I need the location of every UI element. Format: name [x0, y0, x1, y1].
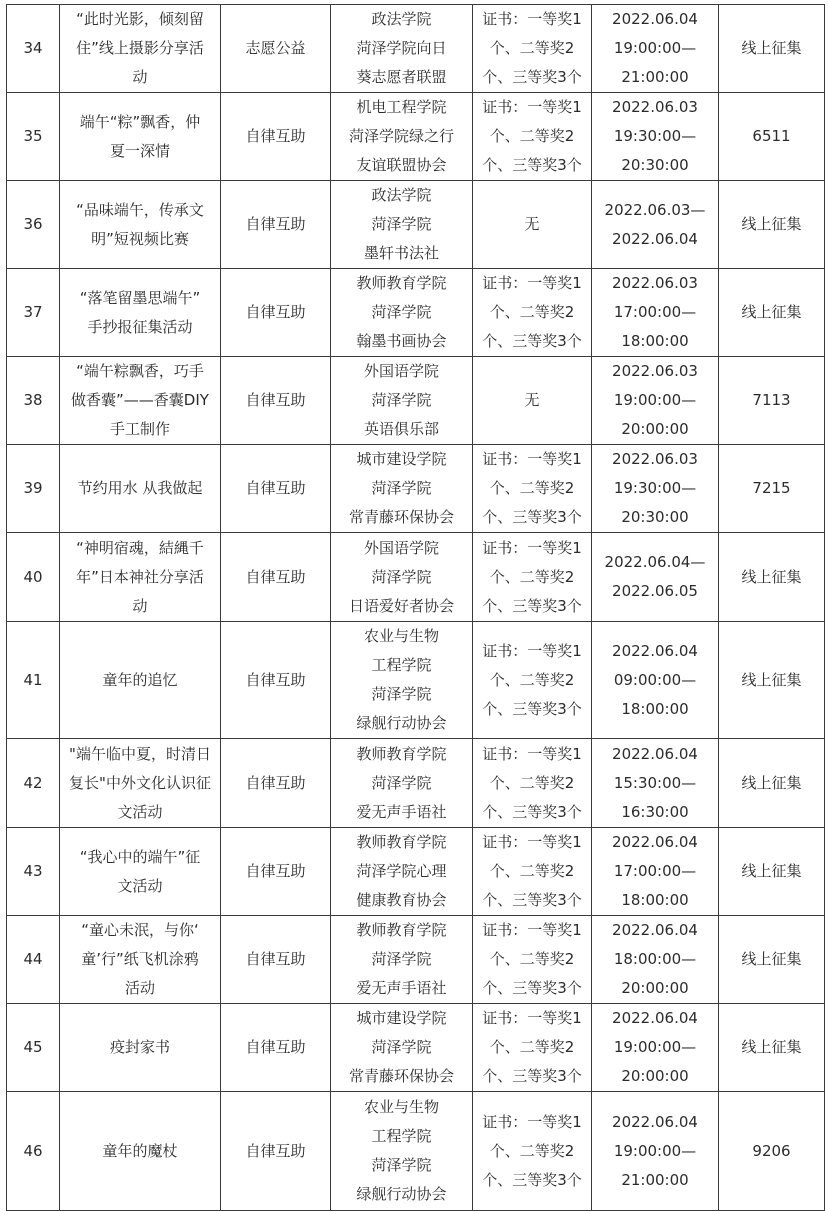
- cell-organizer: [331, 622, 473, 739]
- cell-activity-name: [60, 445, 221, 533]
- cell-time: [592, 93, 719, 181]
- time-line: 18:00:00: [621, 891, 689, 909]
- organizer-line: 政法学院: [371, 186, 432, 204]
- cell-activity-name: [60, 181, 221, 269]
- name-line: “童心未泯，与你‘: [81, 921, 199, 939]
- cell-time: [592, 357, 719, 445]
- cell-category: [221, 1004, 331, 1092]
- cell-number: [7, 1092, 60, 1211]
- time-line: 2022.06.04: [612, 1009, 698, 1027]
- time-line: 2022.06.04: [612, 10, 698, 28]
- name-line: 住”线上摄影分享活: [76, 39, 204, 57]
- cell-time: [592, 533, 719, 622]
- cell-number: [7, 739, 60, 828]
- time-line: 2022.06.04: [612, 229, 698, 248]
- organizer-line: 教师教育学院: [356, 833, 447, 851]
- cell-location: [719, 533, 825, 622]
- cell-activity-name: [60, 357, 221, 445]
- cell-number: [7, 1004, 60, 1092]
- cell-number: [7, 181, 60, 269]
- activity-category: 自律互助: [245, 127, 306, 145]
- award-line: 个、二等奖2: [489, 1038, 575, 1056]
- time-line: 18:00:00: [621, 699, 689, 718]
- organizer-line: 墨轩书法社: [363, 244, 439, 262]
- activity-category: 自律互助: [245, 670, 306, 689]
- activity-location: 线上征集: [741, 950, 802, 968]
- organizer-line: 菏泽学院向日: [356, 39, 447, 57]
- award-line: 个、三等奖3个: [482, 596, 582, 615]
- time-line: 2022.06.05: [612, 582, 698, 600]
- organizer-line: 农业与生物: [363, 627, 439, 645]
- name-line: 文活动: [117, 876, 163, 895]
- cell-location: [719, 445, 825, 533]
- table-row: [7, 5, 825, 93]
- cell-time: [592, 181, 719, 269]
- cell-award: [473, 1092, 592, 1211]
- activity-location: 6511: [752, 127, 791, 145]
- cell-category: [221, 93, 331, 181]
- award-line: 个、二等奖2: [489, 950, 575, 968]
- time-line: 20:00:00: [621, 420, 689, 438]
- cell-category: [221, 269, 331, 357]
- table-row: [7, 445, 825, 533]
- name-line: 复长"中外文化认识征: [69, 773, 211, 792]
- cell-activity-name: [60, 828, 221, 916]
- cell-number: [7, 445, 60, 533]
- organizer-line: 绿舰行动协会: [356, 1185, 447, 1203]
- organizer-line: 菏泽学院: [371, 685, 432, 703]
- organizer-line: 城市建设学院: [356, 1009, 447, 1027]
- time-line: 2022.06.03: [612, 98, 698, 116]
- cell-number: [7, 357, 60, 445]
- award-line: 个、三等奖3个: [482, 1067, 582, 1085]
- organizer-line: 菏泽学院绿之行: [348, 127, 454, 145]
- organizer-line: 城市建设学院: [356, 450, 447, 468]
- cell-time: [592, 1092, 719, 1211]
- cell-location: [719, 622, 825, 739]
- organizer-line: 外国语学院: [363, 362, 439, 380]
- organizer-line: 绿舰行动协会: [356, 714, 447, 732]
- award-line: 个、二等奖2: [489, 567, 575, 586]
- organizer-line: 健康教育协会: [356, 891, 447, 909]
- activity-category: 自律互助: [245, 1038, 306, 1056]
- name-line: 动: [132, 68, 148, 86]
- time-line: 2022.06.03: [612, 362, 698, 380]
- time-line: 19:00:00—: [613, 1141, 697, 1160]
- name-line: “我心中的端午”征: [79, 847, 201, 866]
- cell-category: [221, 533, 331, 622]
- organizer-line: 菏泽学院心理: [356, 862, 447, 880]
- organizer-line: 菏泽学院: [371, 567, 432, 586]
- cell-organizer: [331, 916, 473, 1004]
- activity-category: 自律互助: [245, 773, 306, 792]
- table-row: [7, 1004, 825, 1092]
- activity-location: 7113: [752, 391, 791, 409]
- time-line: 2022.06.04: [612, 641, 698, 660]
- award-line: 个、三等奖3个: [482, 1170, 582, 1189]
- activity-location: 线上征集: [741, 303, 802, 321]
- cell-time: [592, 1004, 719, 1092]
- organizer-line: 机电工程学院: [356, 98, 447, 116]
- time-line: 17:00:00—: [613, 862, 697, 880]
- activity-location: 线上征集: [741, 39, 802, 57]
- cell-number: [7, 5, 60, 93]
- table-row: [7, 93, 825, 181]
- organizer-line: 菏泽学院: [371, 950, 432, 968]
- award-line: 证书：一等奖1: [482, 274, 582, 292]
- cell-time: [592, 739, 719, 828]
- award-line: 个、二等奖2: [489, 773, 575, 792]
- award-line: 个、二等奖2: [489, 1141, 575, 1160]
- cell-organizer: [331, 1004, 473, 1092]
- cell-award: [473, 622, 592, 739]
- cell-category: [221, 181, 331, 269]
- cell-category: [221, 828, 331, 916]
- award-line: 个、二等奖2: [489, 479, 575, 497]
- cell-category: [221, 916, 331, 1004]
- table-row: [7, 622, 825, 739]
- award-line: 证书：一等奖1: [482, 450, 582, 468]
- activity-location: 线上征集: [741, 567, 802, 586]
- cell-time: [592, 445, 719, 533]
- cell-activity-name: [60, 1004, 221, 1092]
- cell-organizer: [331, 828, 473, 916]
- time-line: 17:00:00—: [613, 303, 697, 321]
- cell-time: [592, 5, 719, 93]
- cell-time: [592, 916, 719, 1004]
- cell-category: [221, 5, 331, 93]
- cell-category: [221, 739, 331, 828]
- cell-organizer: [331, 1092, 473, 1211]
- time-line: 20:00:00: [621, 1067, 689, 1085]
- activity-category: 自律互助: [245, 567, 306, 586]
- organizer-line: 农业与生物: [363, 1098, 439, 1116]
- cell-activity-name: [60, 5, 221, 93]
- cell-location: [719, 916, 825, 1004]
- organizer-line: 葵志愿者联盟: [356, 68, 447, 86]
- time-line: 2022.06.04: [612, 744, 698, 763]
- cell-time: [592, 828, 719, 916]
- activity-location: 9206: [752, 1141, 791, 1160]
- time-line: 20:30:00: [621, 156, 689, 174]
- activity-number: 42: [23, 773, 43, 792]
- award-line: 无: [524, 215, 540, 233]
- activity-location: 线上征集: [741, 773, 802, 792]
- cell-award: [473, 828, 592, 916]
- organizer-line: 菏泽学院: [371, 1038, 432, 1056]
- name-line: 夏一深情: [109, 141, 170, 160]
- organizer-line: 工程学院: [371, 656, 432, 674]
- name-line: 年”日本神社分享活: [76, 567, 204, 586]
- name-line: 疫封家书: [109, 1038, 170, 1056]
- time-line: 2022.06.04: [612, 833, 698, 851]
- award-line: 证书：一等奖1: [482, 641, 582, 660]
- organizer-line: 常青藤环保协会: [348, 508, 454, 526]
- activity-category: 自律互助: [245, 303, 306, 321]
- award-line: 证书：一等奖1: [482, 538, 582, 557]
- organizer-line: 菏泽学院: [371, 215, 432, 233]
- table-row: [7, 357, 825, 445]
- cell-award: [473, 1004, 592, 1092]
- name-line: 端午“粽”飘香，仲: [79, 112, 201, 131]
- organizer-line: 英语俱乐部: [363, 420, 439, 438]
- cell-number: [7, 916, 60, 1004]
- activity-number: 40: [23, 567, 43, 586]
- activity-table: [6, 4, 825, 1211]
- activity-category: 自律互助: [245, 1141, 306, 1160]
- cell-location: [719, 181, 825, 269]
- organizer-line: 日语爱好者协会: [348, 596, 454, 615]
- cell-organizer: [331, 739, 473, 828]
- award-line: 个、三等奖3个: [482, 979, 582, 997]
- time-line: 09:00:00—: [613, 670, 697, 689]
- activity-table-body: [7, 5, 825, 1211]
- cell-location: [719, 828, 825, 916]
- time-line: 2022.06.04: [612, 1112, 698, 1131]
- cell-organizer: [331, 5, 473, 93]
- award-line: 个、三等奖3个: [482, 699, 582, 718]
- award-line: 证书：一等奖1: [482, 1112, 582, 1131]
- cell-activity-name: [60, 1092, 221, 1211]
- award-line: 个、三等奖3个: [482, 332, 582, 350]
- organizer-line: 教师教育学院: [356, 744, 447, 763]
- table-row: [7, 1092, 825, 1211]
- time-line: 18:00:00: [621, 332, 689, 350]
- award-line: 证书：一等奖1: [482, 98, 582, 116]
- organizer-line: 菏泽学院: [371, 303, 432, 321]
- activity-number: 44: [23, 950, 43, 968]
- time-line: 2022.06.04—: [604, 553, 706, 571]
- activity-table-page: [6, 4, 825, 1211]
- award-line: 个、三等奖3个: [482, 156, 582, 174]
- activity-location: 线上征集: [741, 215, 802, 233]
- award-line: 个、三等奖3个: [482, 508, 582, 526]
- time-line: 18:00:00—: [613, 950, 697, 968]
- time-line: 19:00:00—: [613, 39, 697, 57]
- organizer-line: 教师教育学院: [356, 921, 447, 939]
- cell-category: [221, 445, 331, 533]
- activity-number: 36: [23, 215, 43, 233]
- time-line: 19:00:00—: [613, 1038, 697, 1056]
- name-line: 明”短视频比赛: [91, 229, 189, 248]
- cell-number: [7, 93, 60, 181]
- cell-award: [473, 269, 592, 357]
- time-line: 2022.06.04: [612, 921, 698, 939]
- time-line: 16:30:00: [621, 802, 689, 821]
- award-line: 证书：一等奖1: [482, 10, 582, 28]
- name-line: 动: [132, 596, 148, 615]
- activity-number: 45: [23, 1038, 43, 1056]
- activity-category: 志愿公益: [245, 39, 306, 57]
- time-line: 20:00:00: [621, 979, 689, 997]
- cell-location: [719, 93, 825, 181]
- activity-number: 43: [23, 862, 43, 880]
- name-line: 活动: [124, 979, 155, 997]
- cell-location: [719, 5, 825, 93]
- award-line: 证书：一等奖1: [482, 1009, 582, 1027]
- cell-organizer: [331, 445, 473, 533]
- time-line: 21:00:00: [621, 1170, 689, 1189]
- name-line: “落笔留墨思端午”: [79, 288, 201, 307]
- award-line: 证书：一等奖1: [482, 833, 582, 851]
- name-line: 童年的魔杖: [102, 1141, 178, 1160]
- cell-organizer: [331, 357, 473, 445]
- award-line: 个、二等奖2: [489, 303, 575, 321]
- activity-number: 37: [23, 303, 43, 321]
- activity-location: 线上征集: [741, 862, 802, 880]
- activity-number: 35: [23, 127, 43, 145]
- time-line: 19:30:00—: [613, 479, 697, 497]
- activity-category: 自律互助: [245, 950, 306, 968]
- cell-award: [473, 445, 592, 533]
- organizer-line: 菏泽学院: [371, 391, 432, 409]
- organizer-line: 菏泽学院: [371, 479, 432, 497]
- cell-award: [473, 739, 592, 828]
- cell-award: [473, 533, 592, 622]
- table-row: [7, 828, 825, 916]
- cell-time: [592, 622, 719, 739]
- cell-activity-name: [60, 739, 221, 828]
- organizer-line: 翰墨书画协会: [356, 332, 447, 350]
- cell-number: [7, 828, 60, 916]
- name-line: 做香囊”——香囊DIY: [71, 391, 209, 409]
- cell-location: [719, 1004, 825, 1092]
- organizer-line: 爱无声手语社: [356, 979, 447, 997]
- name-line: "端午临中夏，时清日: [69, 744, 211, 763]
- time-line: 19:00:00—: [613, 391, 697, 409]
- award-line: 个、二等奖2: [489, 670, 575, 689]
- cell-activity-name: [60, 533, 221, 622]
- activity-number: 39: [23, 479, 43, 497]
- activity-number: 34: [23, 39, 43, 57]
- name-line: 童年的追忆: [102, 670, 178, 689]
- award-line: 个、三等奖3个: [482, 891, 582, 909]
- cell-activity-name: [60, 622, 221, 739]
- activity-number: 46: [23, 1141, 43, 1160]
- time-line: 2022.06.03—: [604, 200, 706, 219]
- cell-organizer: [331, 93, 473, 181]
- cell-location: [719, 739, 825, 828]
- cell-number: [7, 622, 60, 739]
- cell-activity-name: [60, 916, 221, 1004]
- activity-category: 自律互助: [245, 391, 306, 409]
- organizer-line: 常青藤环保协会: [348, 1067, 454, 1085]
- time-line: 2022.06.03: [612, 450, 698, 468]
- name-line: “品味端午，传承文: [76, 200, 204, 219]
- cell-activity-name: [60, 93, 221, 181]
- organizer-line: 友谊联盟协会: [356, 156, 447, 174]
- cell-award: [473, 357, 592, 445]
- cell-award: [473, 93, 592, 181]
- activity-category: 自律互助: [245, 862, 306, 880]
- cell-organizer: [331, 269, 473, 357]
- time-line: 2022.06.03: [612, 274, 698, 292]
- cell-award: [473, 916, 592, 1004]
- cell-category: [221, 1092, 331, 1211]
- award-line: 无: [524, 391, 540, 409]
- organizer-line: 政法学院: [371, 10, 432, 28]
- activity-location: 线上征集: [741, 670, 802, 689]
- activity-number: 38: [23, 391, 43, 409]
- award-line: 个、二等奖2: [489, 127, 575, 145]
- cell-award: [473, 5, 592, 93]
- name-line: “端午粽飘香，巧手: [76, 362, 204, 380]
- cell-organizer: [331, 181, 473, 269]
- table-row: [7, 739, 825, 828]
- time-line: 19:30:00—: [613, 127, 697, 145]
- name-line: 文活动: [117, 802, 163, 821]
- cell-activity-name: [60, 269, 221, 357]
- activity-category: 自律互助: [245, 215, 306, 233]
- cell-location: [719, 1092, 825, 1211]
- time-line: 15:30:00—: [613, 773, 697, 792]
- award-line: 个、三等奖3个: [482, 68, 582, 86]
- time-line: 20:30:00: [621, 508, 689, 526]
- cell-category: [221, 357, 331, 445]
- organizer-line: 菏泽学院: [371, 773, 432, 792]
- name-line: 手工制作: [109, 420, 170, 438]
- organizer-line: 教师教育学院: [356, 274, 447, 292]
- award-line: 个、三等奖3个: [482, 802, 582, 821]
- activity-location: 线上征集: [741, 1038, 802, 1056]
- cell-location: [719, 357, 825, 445]
- cell-number: [7, 269, 60, 357]
- table-row: [7, 269, 825, 357]
- award-line: 个、二等奖2: [489, 39, 575, 57]
- organizer-line: 工程学院: [371, 1127, 432, 1145]
- name-line: 手抄报征集活动: [87, 317, 193, 336]
- award-line: 证书：一等奖1: [482, 744, 582, 763]
- table-row: [7, 916, 825, 1004]
- organizer-line: 外国语学院: [363, 538, 439, 557]
- name-line: 节约用水 从我做起: [77, 479, 203, 497]
- name-line: “此时光影，倾刻留: [76, 10, 204, 28]
- cell-time: [592, 269, 719, 357]
- name-line: 童’行”纸飞机涂鸦: [81, 950, 199, 968]
- award-line: 证书：一等奖1: [482, 921, 582, 939]
- name-line: “神明宿魂，結縄千: [76, 538, 204, 557]
- cell-category: [221, 622, 331, 739]
- activity-number: 41: [23, 670, 43, 689]
- award-line: 个、二等奖2: [489, 862, 575, 880]
- cell-award: [473, 181, 592, 269]
- activity-category: 自律互助: [245, 479, 306, 497]
- organizer-line: 爱无声手语社: [356, 802, 447, 821]
- time-line: 21:00:00: [621, 68, 689, 86]
- table-row: [7, 533, 825, 622]
- organizer-line: 菏泽学院: [371, 1156, 432, 1174]
- cell-location: [719, 269, 825, 357]
- cell-number: [7, 533, 60, 622]
- table-row: [7, 181, 825, 269]
- cell-organizer: [331, 533, 473, 622]
- activity-location: 7215: [752, 479, 791, 497]
